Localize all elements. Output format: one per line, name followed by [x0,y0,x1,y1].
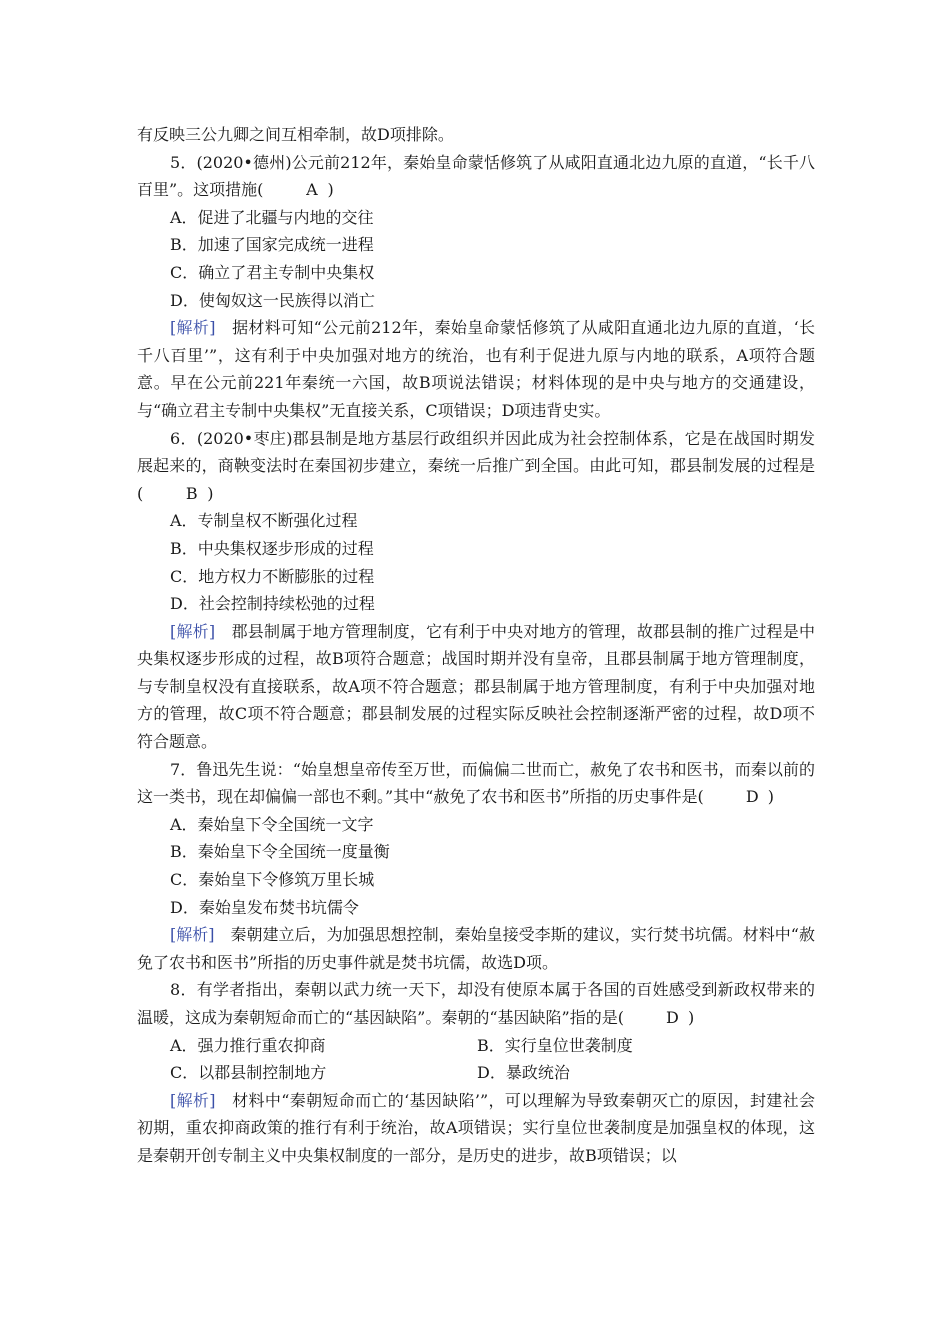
question-6-option-c: C．地方权力不断膨胀的过程 [170,566,375,586]
question-5-answer: A [306,180,318,200]
question-8-answer: D [666,1008,679,1027]
question-8-options-row-1 [137,1032,815,1060]
question-5-option-b: B．加速了国家完成统一进程 [170,235,374,255]
question-8-option-b: B．实行皇位世袭制度 [477,1035,633,1055]
question-5-option-d: D．使匈奴这一民族得以消亡 [170,290,375,310]
question-6-option-b: B．中央集权逐步形成的过程 [170,538,374,558]
question-7-analysis: [解析] 秦朝建立后，为加强思想控制，秦始皇接受李斯的建议，实行焚书坑儒。材料中“赦免了农书和医书”所指的历史事件就是焚书坑儒，故选D项。 [137,925,815,972]
question-8-option-c: C．以郡县制控制地方 [170,1063,327,1083]
question-7-option-c: C．秦始皇下令修筑万里长城 [170,870,375,890]
document-page [137,121,815,1170]
question-8-option-d: D．暴政统治 [477,1063,570,1083]
question-6-option-d: D．社会控制持续松弛的过程 [170,594,375,614]
question-5-option-a: A．促进了北疆与内地的交往 [170,207,374,227]
question-7-option-d: D．秦始皇发布焚书坑儒令 [170,897,359,917]
previous-analysis-tail: 有反映三公九卿之间互相牵制，故D项排除。 [137,125,454,144]
question-8-options-row-2 [137,1059,815,1087]
question-7-option-b: B．秦始皇下令全国统一度量衡 [170,842,390,862]
question-6-analysis: [解析] 郡县制属于地方管理制度，它有利于中央对地方的管理，故郡县制的推广过程是中央集权逐步形成的过程，故B项符合题意；战国时期并没有皇帝，且郡县制属于地方管理制度，与专制皇权没有直接联系，故A项不符合题意；郡县制属于地方管理制度，有利于中央加强对地方的管理，故C项不符合题意；郡县制发展的过程实际反映社会控制逐渐严密的过程，故D项不符合题意。 [137,621,815,752]
question-5-stem: 5．(2020•德州)公元前212年，秦始皇命蒙恬修筑了从咸阳直通北边九原的直道，“长千八百里”。这项措施( A ) [137,149,815,204]
analysis-tag: [解析] [170,621,216,641]
analysis-tag: [解析] [170,1090,216,1110]
question-5-analysis: [解析] 据材料可知“公元前212年，秦始皇命蒙恬修筑了从咸阳直通北边九原的直道，‘长千八百里’”，这有利于中央加强对地方的统治，也有利于促进九原与内地的联系，A项符合题意。早在公元前221年秦统一六国，故B项说法错误；材料体现的是中央与地方的交通建设，与“确立君主专制中央集权”无直接关系，C项错误；D项违背史实。 [137,318,815,420]
question-7-answer: D [745,787,759,807]
question-5-option-c: C．确立了君主专制中央集权 [170,262,375,282]
question-8-analysis: [解析] 材料中“秦朝短命而亡的‘基因缺陷’”，可以理解为导致秦朝灭亡的原因，封建社会初期，重农抑商政策的推行有利于统治，故A项错误；实行皇位世袭制度是加强皇权的体现，这是秦朝开创专制主义中央集权制度的一部分，是历史的进步，故B项错误；以 [137,1090,815,1165]
analysis-tag: [解析] [170,318,216,338]
question-6-answer: B [185,483,198,503]
question-6-stem: 6．(2020•枣庄)郡县制是地方基层行政组织并因此成为社会控制体系，它是在战国时期发展起来的，商鞅变法时在秦国初步建立，秦统一后推广到全国。由此可知，郡县制发展的过程是( B ) [137,425,815,508]
analysis-tag: [解析] [170,925,215,945]
question-7-option-a: A．秦始皇下令全国统一文字 [170,814,374,834]
question-8-stem: 8．有学者指出，秦朝以武力统一天下，却没有使原本属于各国的百姓感受到新政权带来的温暖，这成为秦朝短命而亡的“基因缺陷”。秦朝的“基因缺陷”指的是( D ) [137,976,815,1031]
question-7-stem: 7．鲁迅先生说：“始皇想皇帝传至万世，而偏偏二世而亡，赦免了农书和医书，而秦以前的这一类书，现在却偏偏一部也不剩。”其中“赦免了农书和医书”所指的历史事件是( D ) [137,756,815,811]
question-8-option-a: A．强力推行重农抑商 [170,1035,326,1055]
question-6-option-a: A．专制皇权不断强化过程 [170,511,358,531]
